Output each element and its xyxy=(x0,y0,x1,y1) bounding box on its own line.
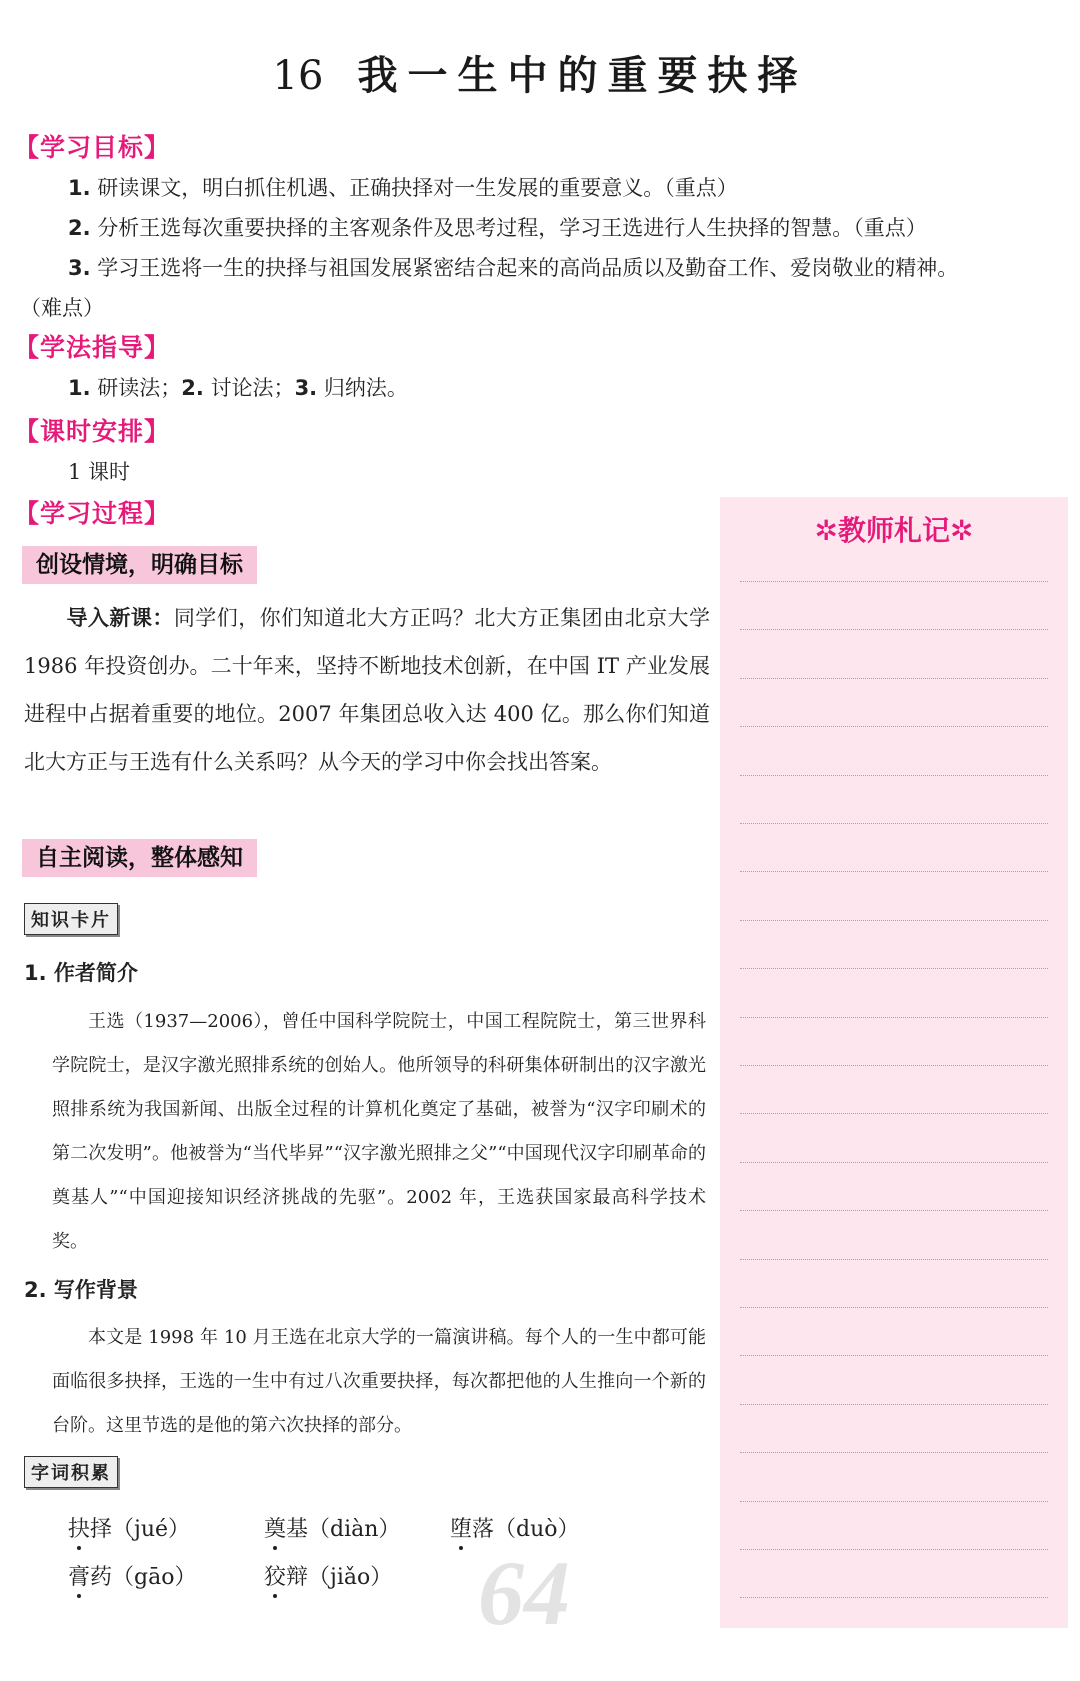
objectives-heading: 【学习目标】 xyxy=(14,133,171,162)
notes-writing-line xyxy=(740,1065,1048,1066)
author-paragraph xyxy=(52,1000,706,1264)
word-accumulation-label: 字词积累 xyxy=(24,1456,118,1488)
author-heading xyxy=(24,957,138,987)
word-item-2 xyxy=(264,1512,400,1543)
word-dotted-char: 奠 xyxy=(264,1517,287,1542)
page-number: 64 xyxy=(478,1542,570,1644)
notes-writing-line xyxy=(740,1210,1048,1211)
method-text-1: 研读法； xyxy=(97,376,182,400)
word-pinyin: （diàn） xyxy=(308,1517,401,1542)
lesson-number: 16 xyxy=(272,53,324,99)
word-char: 辩 xyxy=(286,1565,309,1590)
method-text-3: 归纳法。 xyxy=(323,376,408,400)
word-item-5 xyxy=(264,1560,392,1591)
word-pinyin: （duò） xyxy=(494,1517,580,1542)
knowledge-card-label: 知识卡片 xyxy=(24,903,118,935)
objective-text-1: 研读课文，明白抓住机遇、正确抉择对一生发展的重要意义。（重点） xyxy=(97,176,738,200)
method-line xyxy=(68,368,408,408)
notes-writing-line xyxy=(740,1597,1048,1598)
word-dotted-char: 膏 xyxy=(68,1565,91,1590)
notes-writing-line xyxy=(740,1017,1048,1018)
section-band-2: 自主阅读，整体感知 xyxy=(22,839,257,877)
process-heading: 【学习过程】 xyxy=(14,499,171,528)
notes-writing-line xyxy=(740,678,1048,679)
background-heading-title: 写作背景 xyxy=(53,1278,138,1302)
word-char: 药 xyxy=(90,1565,113,1590)
author-heading-num: 1. xyxy=(24,961,47,985)
author-text: 王选（1937—2006），曾任中国科学院院士，中国工程院院士，第三世界科学院院士，是汉字激光照排系统的创始人。他所领导的科研集体研制出的汉字激光照排系统为我国新闻、出版全过程的计算机化奠定了基础，被誉为“汉字印刷术的第二次发明”。他被誉为“当代毕昇”“汉字激光照排之父”“中国现代汉字印刷革命的奠基人”“中国迎接知识经济挑战的先驱”。2002 年，王选获国家最高科学技术奖。 xyxy=(52,1011,706,1252)
notes-writing-line xyxy=(740,1162,1048,1163)
notes-writing-line xyxy=(740,1307,1048,1308)
notes-writing-line xyxy=(740,871,1048,872)
word-pinyin: （jiǎo） xyxy=(308,1565,393,1590)
background-text: 本文是 1998 年 10 月王选在北京大学的一篇演讲稿。每个人的一生中都可能面临很多抉择，王选的一生中有过八次重要抉择，每次都把他的人生推向一个新的台阶。这里节选的是他的第六次抉择的部分。 xyxy=(52,1327,706,1436)
objective-text-2: 分析王选每次重要抉择的主客观条件及思考过程，学习王选进行人生抉择的智慧。（重点） xyxy=(97,216,927,240)
word-pinyin: （gāo） xyxy=(112,1565,197,1590)
notes-writing-line xyxy=(740,775,1048,776)
method-num-3: 3. xyxy=(294,376,318,400)
word-char: 择 xyxy=(90,1517,113,1542)
notes-writing-line xyxy=(740,1404,1048,1405)
author-heading-title: 作者简介 xyxy=(53,961,138,985)
intro-text: 同学们，你们知道北大方正吗？北大方正集团由北京大学 1986 年投资创办。二十年来，坚持不断地技术创新，在中国 IT 产业发展进程中占据着重要的地位。2007 年集团总收入达 400 亿。那么你们知道北大方正与王选有什么关系吗？从今天的学习中你会找出答案。 xyxy=(24,606,711,774)
notes-writing-line xyxy=(740,823,1048,824)
word-dotted-char: 堕 xyxy=(450,1517,473,1542)
method-num-1: 1. xyxy=(68,376,91,400)
word-item-3 xyxy=(450,1512,580,1543)
notes-writing-line xyxy=(740,1259,1048,1260)
notes-writing-line xyxy=(740,1355,1048,1356)
objective-item-3 xyxy=(68,248,1078,288)
word-dotted-char: 抉 xyxy=(68,1517,91,1542)
word-char: 落 xyxy=(472,1517,495,1542)
word-item-4 xyxy=(68,1560,196,1591)
method-num-2: 2. xyxy=(181,376,204,400)
notes-writing-line xyxy=(740,1501,1048,1502)
notes-writing-line xyxy=(740,1452,1048,1453)
notes-writing-line xyxy=(740,920,1048,921)
objective-item-1 xyxy=(68,168,1068,208)
intro-lead: 导入新课： xyxy=(66,606,174,630)
background-paragraph xyxy=(52,1316,706,1448)
word-pinyin: （jué） xyxy=(112,1517,191,1542)
teacher-notes-title: ✲教师札记✲ xyxy=(814,514,974,547)
notes-writing-line xyxy=(740,1113,1048,1114)
objective-item-2 xyxy=(68,208,1068,248)
objective-num-3: 3. xyxy=(68,256,91,280)
objective-num-1: 1. xyxy=(68,176,91,200)
section-band-1: 创设情境，明确目标 xyxy=(22,546,257,584)
notes-writing-line xyxy=(740,968,1048,969)
notes-writing-line xyxy=(740,1549,1048,1550)
word-dotted-char: 狡 xyxy=(264,1565,287,1590)
notes-writing-line xyxy=(740,581,1048,582)
objective-item-3-cont: （难点） xyxy=(20,296,104,320)
schedule-text: 1 课时 xyxy=(68,460,131,484)
objective-text-3: 学习王选将一生的抉择与祖国发展紧密结合起来的高尚品质以及勤奋工作、爱岗敬业的精神。 xyxy=(97,256,959,280)
method-heading: 【学法指导】 xyxy=(14,333,171,362)
notes-writing-line xyxy=(740,629,1048,630)
lesson-title: 我一生中的重要抉择 xyxy=(357,52,808,99)
intro-paragraph xyxy=(24,594,710,786)
teacher-notes-panel xyxy=(720,497,1068,1628)
method-text-2: 讨论法； xyxy=(210,376,295,400)
word-char: 基 xyxy=(286,1517,309,1542)
schedule-heading: 【课时安排】 xyxy=(14,417,171,446)
background-heading-num: 2. xyxy=(24,1278,47,1302)
objective-num-2: 2. xyxy=(68,216,91,240)
notes-writing-line xyxy=(740,726,1048,727)
page-title xyxy=(0,44,1080,101)
background-heading xyxy=(24,1274,138,1304)
word-item-1 xyxy=(68,1512,190,1543)
